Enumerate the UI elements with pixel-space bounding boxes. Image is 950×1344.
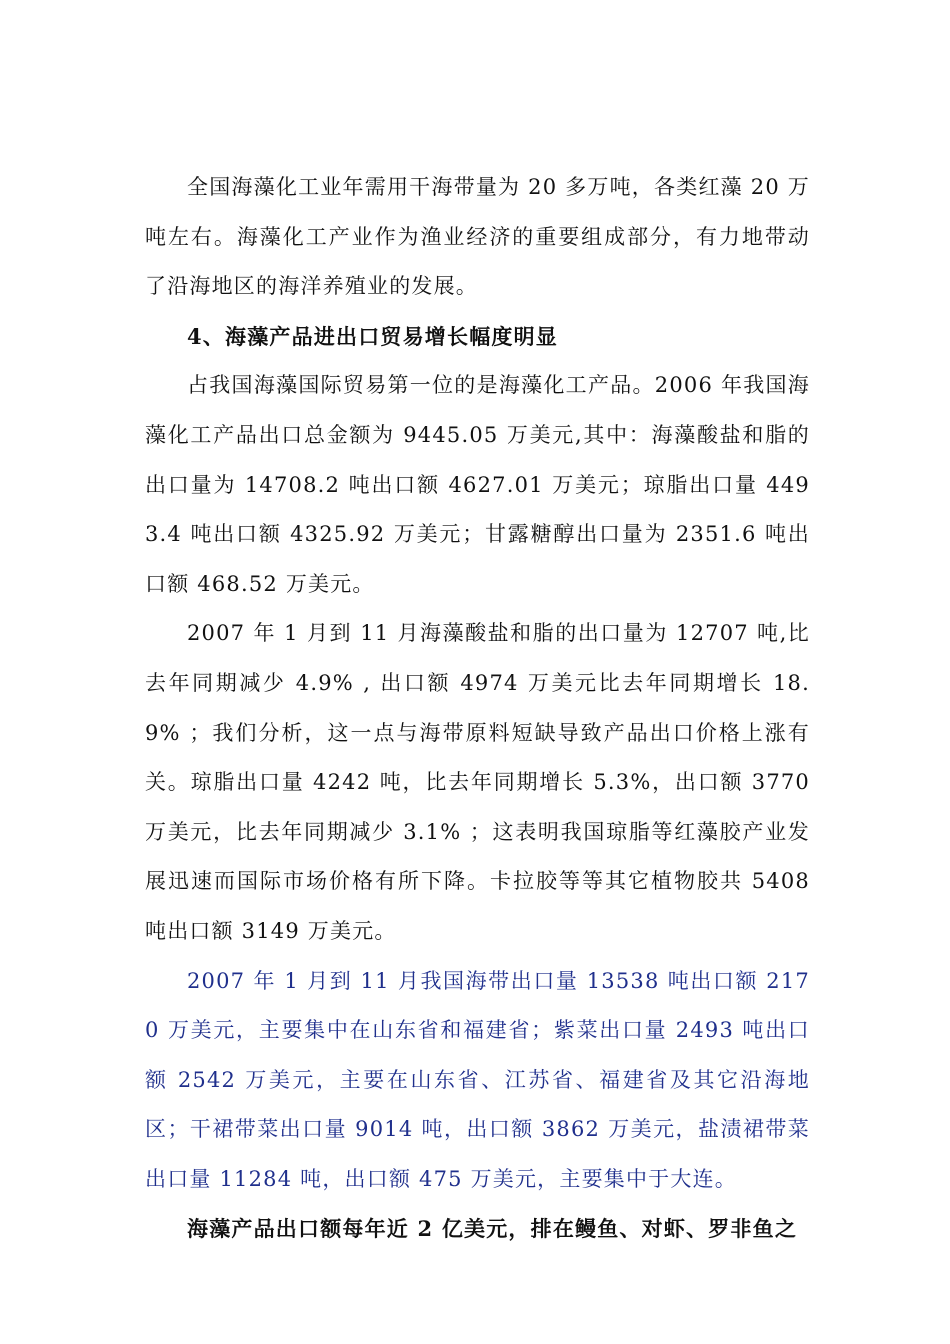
document-body (145, 163, 810, 1254)
paragraph-seaweed-demand: 全国海藻化工业年需用干海带量为 20 多万吨，各类红藻 20 万吨左右。海藻化工产业作为渔业经济的重要组成部分，有力地带动了沿海地区的海洋养殖业的发展。 (145, 175, 810, 299)
paragraph-2007-kelp-laver: 2007 年 1 月到 11 月我国海带出口量 13538 吨出口额 2170 万美元，主要集中在山东省和福建省；紫菜出口量 2493 吨出口额 2542 万美元，主要在山东省、江苏省、福建省及其它沿海地区；干裙带菜出口量 9014 吨，出口额 3862 万美元，盐渍裙带菜出口量 11284 吨，出口额 475 万美元，主要集中于大连。 (145, 968, 810, 1191)
paragraph-2006-exports: 占我国海藻国际贸易第一位的是海藻化工产品。2006 年我国海藻化工产品出口总金额为 9445.05 万美元,其中：海藻酸盐和脂的出口量为 14708.2 吨出口额 4627.01 万美元；琼脂出口量 4493.4 吨出口额 4325.92 万美元；甘露糖醇出口量为 2351.6 吨出口额 468.52 万美元。 (145, 373, 810, 596)
paragraph-export-ranking: 海藻产品出口额每年近 2 亿美元，排在鳗鱼、对虾、罗非鱼之 (187, 1216, 798, 1242)
section-heading-trade-growth: 4、海藻产品进出口贸易增长幅度明显 (187, 323, 559, 349)
paragraph-2007-alginate-agar: 2007 年 1 月到 11 月海藻酸盐和脂的出口量为 12707 吨,比去年同期减少 4.9% , 出口额 4974 万美元比去年同期增长 18.9% ；我们分析，这一点与海带原料短缺导致产品出口价格上涨有关。琼脂出口量 4242 吨，比去年同期增长 5.3%，出口额 3770 万美元，比去年同期减少 3.1% ；这表明我国琼脂等红藻胶产业发展迅速而国际市场价格有所下降。卡拉胶等等其它植物胶共 5408 吨出口额 3149 万美元。 (145, 621, 810, 943)
